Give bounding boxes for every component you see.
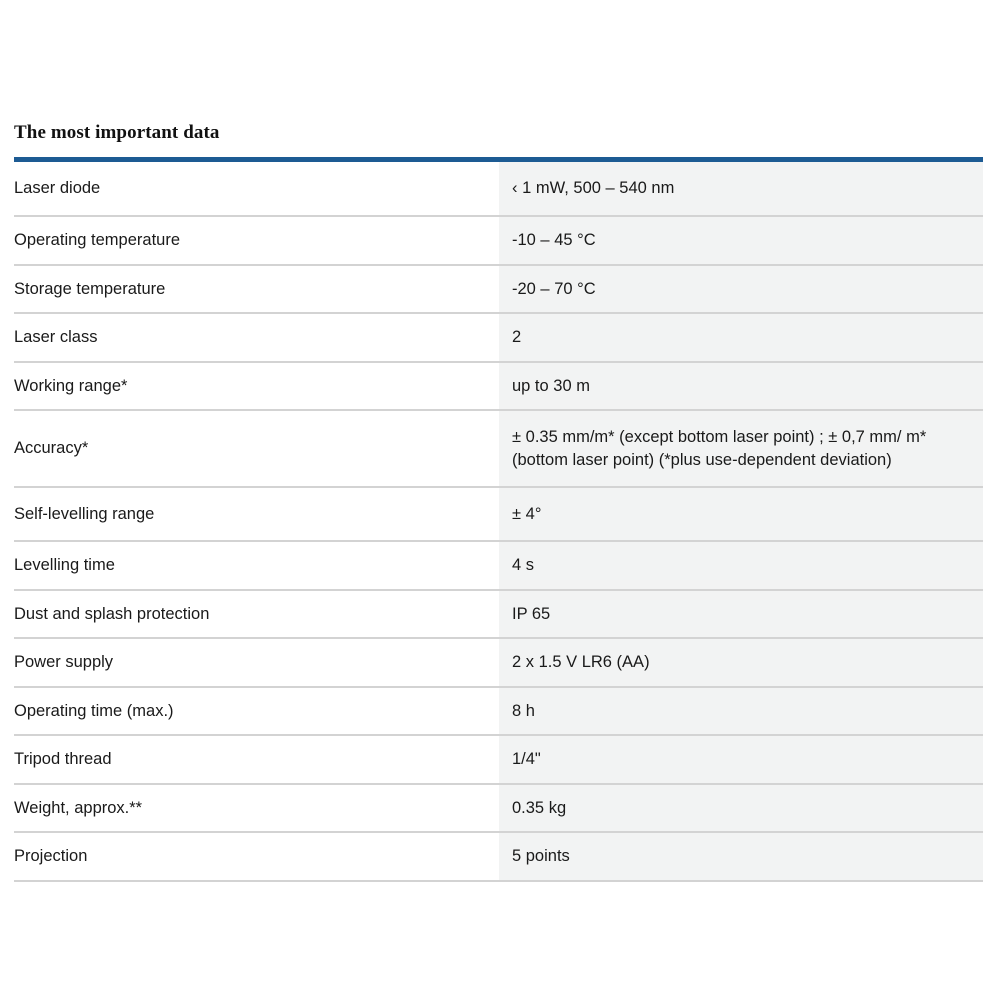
spec-row-working-range <box>14 363 983 411</box>
spec-row-accuracy <box>14 411 983 488</box>
spec-row-power-supply <box>14 639 983 688</box>
spec-value: 8 h <box>499 688 983 734</box>
spec-label: Tripod thread <box>14 736 499 783</box>
spec-row-operating-time <box>14 688 983 736</box>
spec-row-dust-splash-protection <box>14 591 983 639</box>
spec-value: ± 0.35 mm/m* (except bottom laser point) ; ± 0,7 mm/ m* (bottom laser point) (*plus use-dependent deviation) <box>499 411 983 486</box>
spec-value: 0.35 kg <box>499 785 983 831</box>
spec-value: 2 x 1.5 V LR6 (AA) <box>499 639 983 686</box>
spec-value: -10 – 45 °C <box>499 217 983 264</box>
spec-label: Accuracy* <box>14 411 499 486</box>
spec-value: ± 4° <box>499 488 983 540</box>
spec-value: up to 30 m <box>499 363 983 409</box>
spec-label: Dust and splash protection <box>14 591 499 637</box>
spec-label: Laser class <box>14 314 499 361</box>
spec-row-projection <box>14 833 983 882</box>
spec-value: ‹ 1 mW, 500 – 540 nm <box>499 162 983 215</box>
spec-label: Operating time (max.) <box>14 688 499 734</box>
spec-label: Laser diode <box>14 162 499 215</box>
spec-value: 4 s <box>499 542 983 589</box>
spec-row-tripod-thread <box>14 736 983 785</box>
spec-label: Storage temperature <box>14 266 499 312</box>
spec-label: Operating temperature <box>14 217 499 264</box>
spec-label: Power supply <box>14 639 499 686</box>
spec-table <box>14 162 983 882</box>
spec-label: Weight, approx.** <box>14 785 499 831</box>
spec-value: 2 <box>499 314 983 361</box>
spec-value: 5 points <box>499 833 983 880</box>
spec-label: Levelling time <box>14 542 499 589</box>
spec-row-levelling-time <box>14 542 983 591</box>
spec-row-storage-temperature <box>14 266 983 314</box>
spec-row-weight <box>14 785 983 833</box>
spec-row-laser-class <box>14 314 983 363</box>
section-title: The most important data <box>14 122 220 143</box>
spec-label: Self-levelling range <box>14 488 499 540</box>
spec-value: IP 65 <box>499 591 983 637</box>
spec-row-self-levelling-range <box>14 488 983 542</box>
spec-value: 1/4" <box>499 736 983 783</box>
spec-row-laser-diode <box>14 162 983 217</box>
spec-value: -20 – 70 °C <box>499 266 983 312</box>
spec-row-operating-temperature <box>14 217 983 266</box>
spec-label: Working range* <box>14 363 499 409</box>
spec-label: Projection <box>14 833 499 880</box>
